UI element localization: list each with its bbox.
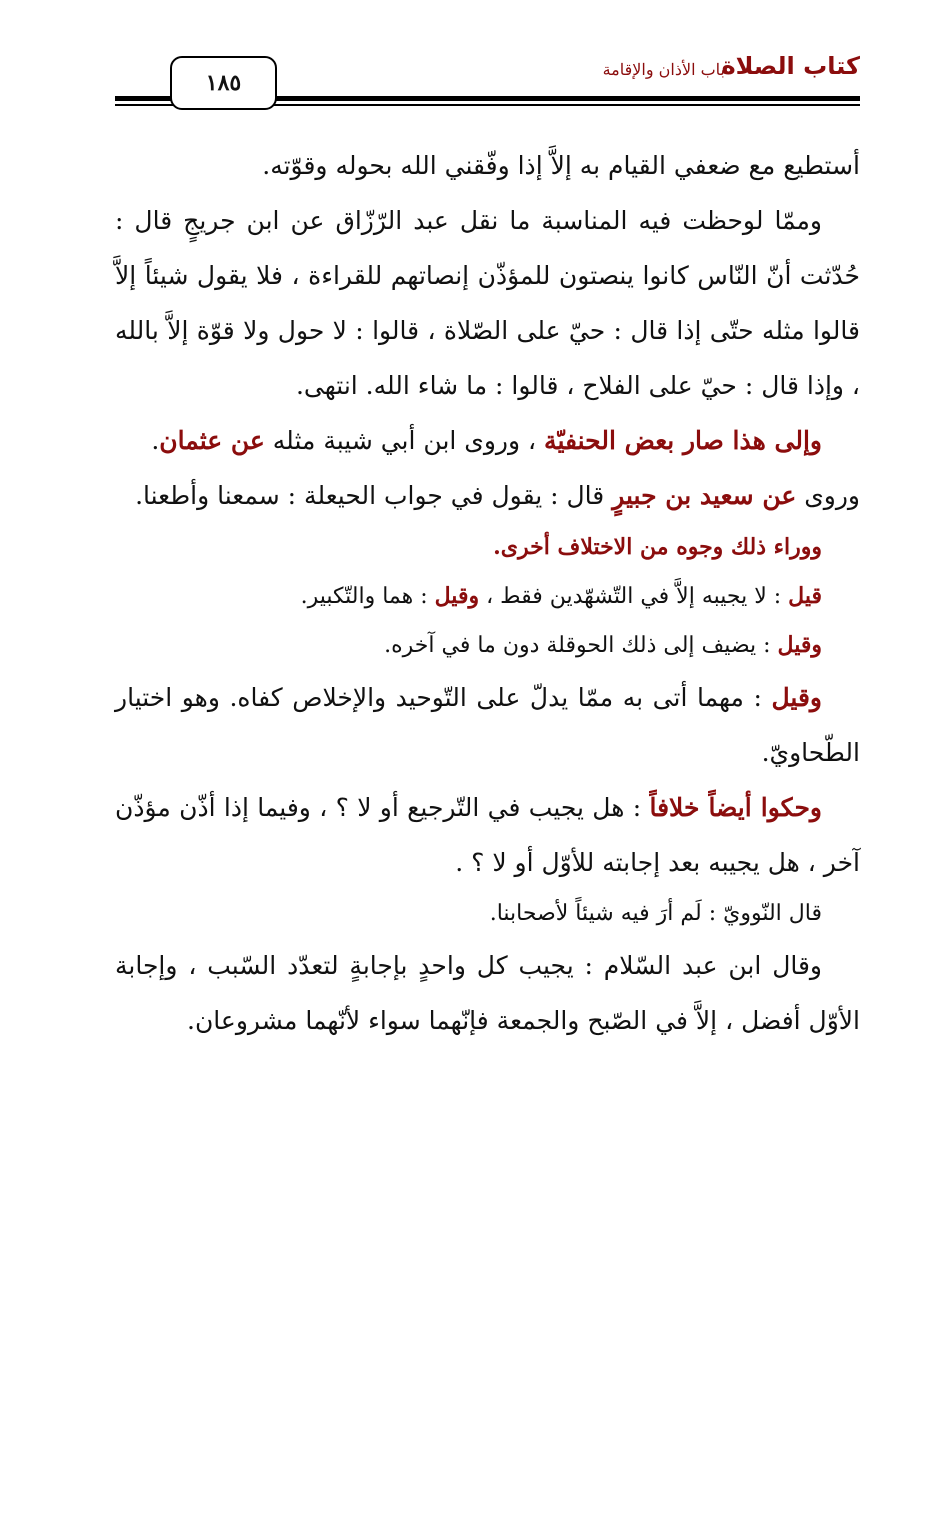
chapter-title: باب الأذان والإقامة (602, 60, 725, 79)
paragraph (115, 938, 860, 1048)
text-run: وممّا لوحظت فيه المناسبة ما نقل عبد الرّزّاق عن ابن جريجٍ قال : حُدّثت أنّ النّاس كانوا ينصتون للمؤذّن إنصاتهم للقراءة ، فلا يقول شيئاً إلاَّ قالوا مثله حتّى إذا قال : حيّ على الصّلاة ، قالوا : لا حول ولا قوّة إلاَّ بالله ، وإذا قال : حيّ على الفلاح ، قالوا : ما شاء الله. انتهى. (115, 206, 860, 400)
page-header (115, 40, 860, 120)
highlighted-phrase: وحكوا أيضاً خلافاً (649, 793, 822, 822)
text-run: قال النّوويّ : لَم أرَ فيه شيئاً لأصحابنا. (489, 901, 822, 926)
highlighted-phrase: قيل (788, 583, 822, 609)
paragraph (115, 138, 860, 193)
page-body (115, 138, 860, 1048)
text-run: : مهما أتى به ممّا يدلّ على التّوحيد والإخلاص كفاه. وهو اختيار الطّحاويّ. (115, 683, 860, 767)
page-number: ١٨٥ (170, 56, 277, 110)
text-run: قال : يقول في جواب الحيعلة : سمعنا وأطعنا. (135, 481, 613, 510)
paragraph (115, 468, 860, 523)
text-run: : هما والتّكبير. (300, 584, 435, 609)
highlighted-phrase: ووراء ذلك وجوه من الاختلاف أخرى. (493, 534, 822, 560)
paragraph (115, 890, 860, 938)
text-run: : هل يجيب في التّرجيع أو لا ؟ ، وفيما إذا أذّن مؤذّن آخر ، هل يجيبه بعد إجابته للأوّل أو لا ؟ . (115, 793, 860, 877)
paragraph (115, 670, 860, 780)
highlighted-phrase: وقيل (777, 632, 822, 658)
paragraph (115, 413, 860, 468)
text-run: وروى (796, 481, 860, 510)
highlighted-phrase: عن عثمان (159, 426, 265, 455)
highlighted-phrase: وقيل (771, 683, 822, 712)
paragraph (115, 780, 860, 890)
text-run: : يضيف إلى ذلك الحوقلة دون ما في آخره. (384, 633, 778, 658)
text-run: : لا يجيبه إلاَّ في التّشهّدين فقط ، (479, 584, 789, 609)
book-title: كتاب الصلاة (721, 52, 860, 80)
text-run: وقال ابن عبد السّلام : يجيب كل واحدٍ بإجابةٍ لتعدّد السّبب ، وإجابة الأوّل أفضل ، إلاَّ في الصّبح والجمعة فإنّهما سواء لأنّهما مشروعان. (115, 951, 860, 1035)
highlighted-phrase: وإلى هذا صار بعض الحنفيّة (544, 426, 822, 455)
text-run: أستطيع مع ضعفي القيام به إلاَّ إذا وفّقني الله بحوله وقوّته. (262, 151, 860, 180)
text-run: ، وروى ابن أبي شيبة مثله (264, 426, 545, 455)
paragraph (115, 193, 860, 413)
paragraph (115, 523, 860, 572)
highlighted-phrase: وقيل (434, 583, 480, 609)
text-run: . (151, 426, 160, 455)
highlighted-phrase: عن سعيد بن جبيرٍ (612, 481, 797, 510)
paragraph (115, 572, 860, 621)
paragraph (115, 621, 860, 670)
